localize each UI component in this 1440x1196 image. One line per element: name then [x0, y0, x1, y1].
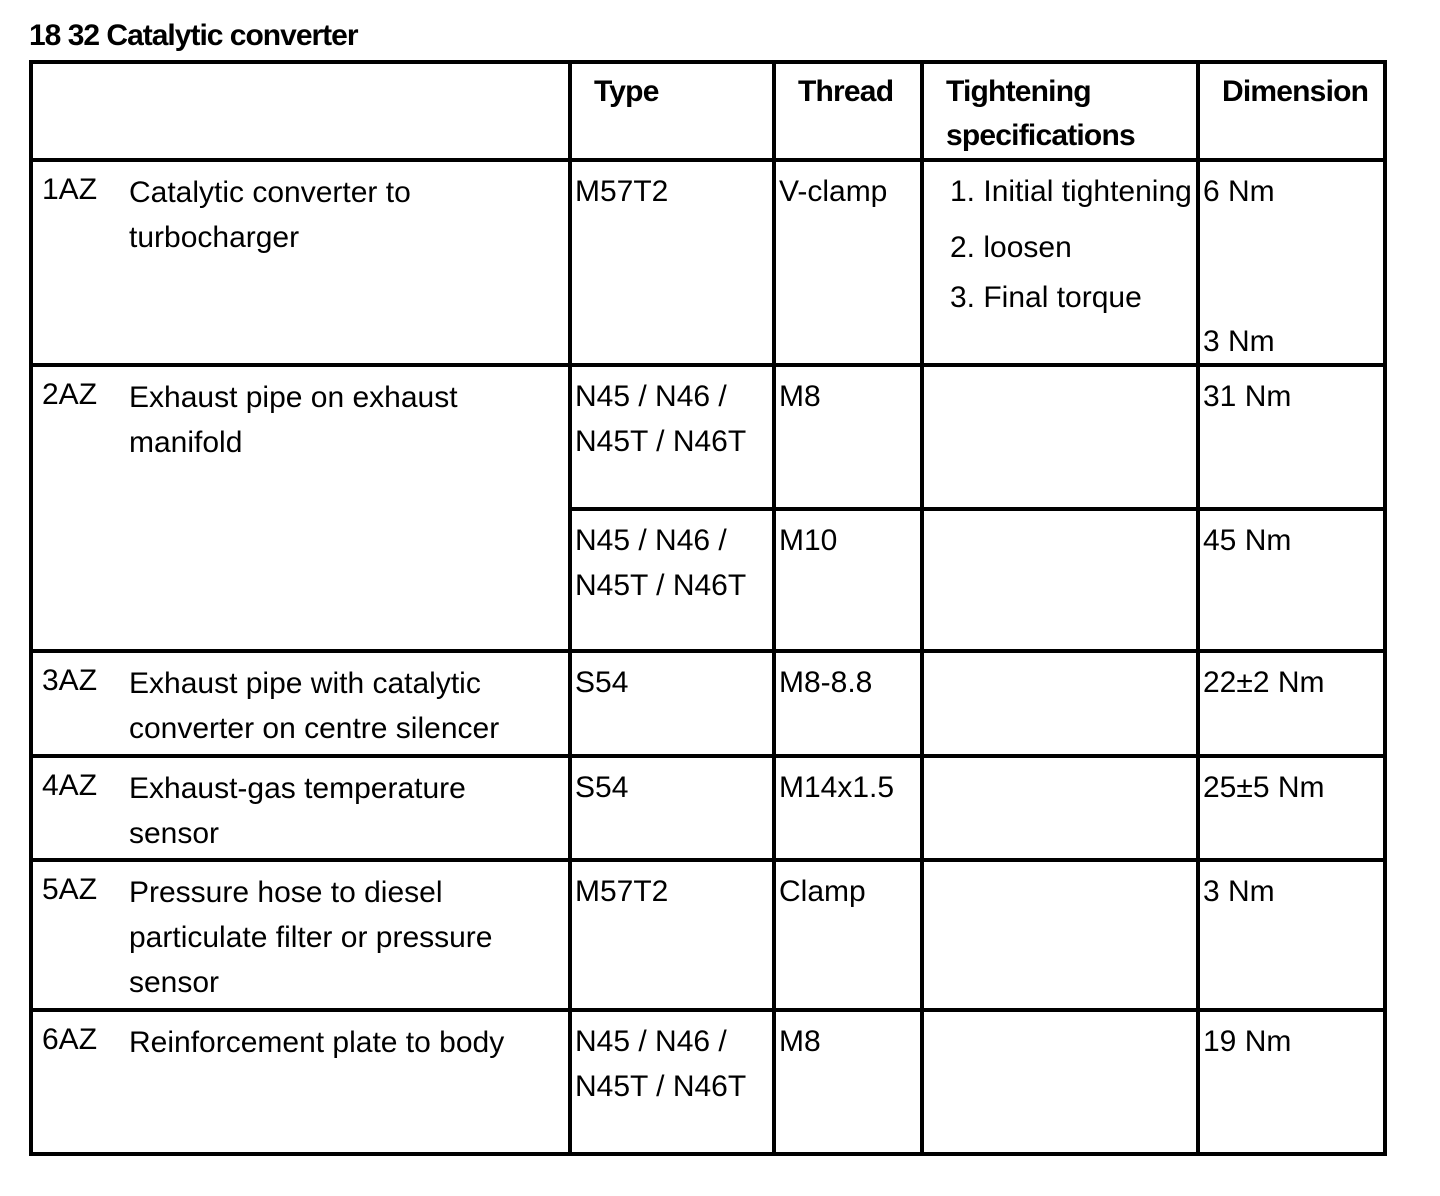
row-dimension-cell: [1198, 365, 1385, 509]
row-description: Pressure hose to diesel particulate filter or pressure sensor: [129, 876, 493, 999]
row-dimension-cell: [1198, 860, 1385, 1010]
row-dimension-cell: [1198, 509, 1385, 651]
row-type: S54: [575, 771, 629, 804]
row-code: 6AZ: [42, 1023, 98, 1056]
row-description-cell: [31, 651, 570, 756]
row-tightening-cell: [922, 1010, 1198, 1154]
row-dimension: 25±5 Nm: [1203, 771, 1325, 804]
row-thread-cell: [774, 860, 922, 1010]
header-tightening: [922, 62, 1198, 160]
row-thread-cell: [774, 509, 922, 651]
row-thread: M14x1.5: [779, 771, 895, 804]
row-dimension-cell: [1198, 160, 1385, 365]
table-row: [31, 651, 1385, 756]
row-type-cell: [570, 1010, 774, 1154]
row-type-cell: [570, 365, 774, 509]
header-type-label: Type: [594, 75, 659, 108]
row-thread: M8: [779, 380, 821, 413]
header-dimension: [1198, 62, 1385, 160]
row-description-cell: [31, 160, 570, 365]
row-type: M57T2: [575, 875, 669, 908]
row-tightening-cell: [922, 160, 1198, 365]
row-description: Exhaust-gas temperature sensor: [129, 772, 466, 850]
row-thread-cell: [774, 365, 922, 509]
row-code: 4AZ: [42, 769, 98, 802]
row-dimension: 3 Nm: [1203, 875, 1275, 908]
row-thread-cell: [774, 1010, 922, 1154]
row-type: N45 / N46 / N45T / N46T: [575, 1025, 747, 1103]
table-row: [31, 1010, 1385, 1154]
row-description: Exhaust pipe with catalytic converter on centre silencer: [129, 667, 500, 745]
row-thread: M8: [779, 1025, 821, 1058]
row-code: 5AZ: [42, 873, 98, 906]
row-dimension-cell: [1198, 1010, 1385, 1154]
row-tightening-cell: [922, 651, 1198, 756]
table-header-row: [31, 62, 1385, 160]
tightening-step: 1. Initial tightening: [950, 175, 1192, 208]
row-type: N45 / N46 / N45T / N46T: [575, 524, 747, 602]
row-code: 2AZ: [42, 378, 98, 411]
header-thread-label: Thread: [798, 75, 894, 108]
row-tightening-cell: [922, 756, 1198, 860]
torque-spec-table: [29, 60, 1387, 1156]
table-row: [31, 860, 1385, 1010]
row-thread: Clamp: [779, 875, 866, 908]
row-description: Reinforcement plate to body: [129, 1026, 505, 1059]
row-type: N45 / N46 / N45T / N46T: [575, 380, 747, 458]
header-tightening-line2: specifications: [946, 119, 1135, 152]
table-row: [31, 365, 1385, 509]
row-dimension-cell: [1198, 756, 1385, 860]
header-blank: [31, 62, 570, 160]
row-type-cell: [570, 860, 774, 1010]
header-tightening-line1: Tightening: [946, 75, 1091, 108]
row-type: M57T2: [575, 175, 669, 208]
row-type-cell: [570, 160, 774, 365]
row-thread-cell: [774, 756, 922, 860]
row-type-cell: [570, 756, 774, 860]
row-dimension-initial: 6 Nm: [1203, 175, 1275, 208]
row-dimension: 45 Nm: [1203, 524, 1292, 557]
header-type: [570, 62, 774, 160]
row-tightening-cell: [922, 509, 1198, 651]
row-description-cell: [31, 365, 570, 651]
row-description-cell: [31, 860, 570, 1010]
row-tightening-cell: [922, 860, 1198, 1010]
row-description: Exhaust pipe on exhaust manifold: [129, 381, 458, 459]
row-description-cell: [31, 756, 570, 860]
row-thread: V-clamp: [779, 175, 888, 208]
row-dimension-cell: [1198, 651, 1385, 756]
row-description: Catalytic converter to turbocharger: [129, 176, 411, 254]
row-type-cell: [570, 509, 774, 651]
header-dimension-label: Dimension: [1222, 75, 1369, 108]
row-thread: M10: [779, 524, 838, 557]
tightening-step: 3. Final torque: [950, 281, 1142, 314]
header-thread: [774, 62, 922, 160]
row-dimension: 22±2 Nm: [1203, 666, 1325, 699]
tightening-step: 2. loosen: [950, 231, 1072, 264]
row-dimension: 19 Nm: [1203, 1025, 1292, 1058]
row-code: 1AZ: [42, 173, 98, 206]
row-type: S54: [575, 666, 629, 699]
row-thread-cell: [774, 160, 922, 365]
header-tightening-label: [924, 64, 1196, 158]
table-row: [31, 160, 1385, 365]
row-description-cell: [31, 1010, 570, 1154]
row-thread-cell: [774, 651, 922, 756]
row-code: 3AZ: [42, 664, 98, 697]
tightening-steps-list: [924, 162, 1196, 320]
row-dimension: 31 Nm: [1203, 380, 1292, 413]
row-thread: M8-8.8: [779, 666, 873, 699]
document-title: 18 32 Catalytic converter: [29, 19, 358, 52]
row-tightening-cell: [922, 365, 1198, 509]
row-dimension-final: 3 Nm: [1203, 325, 1275, 358]
table-row: [31, 756, 1385, 860]
row-type-cell: [570, 651, 774, 756]
